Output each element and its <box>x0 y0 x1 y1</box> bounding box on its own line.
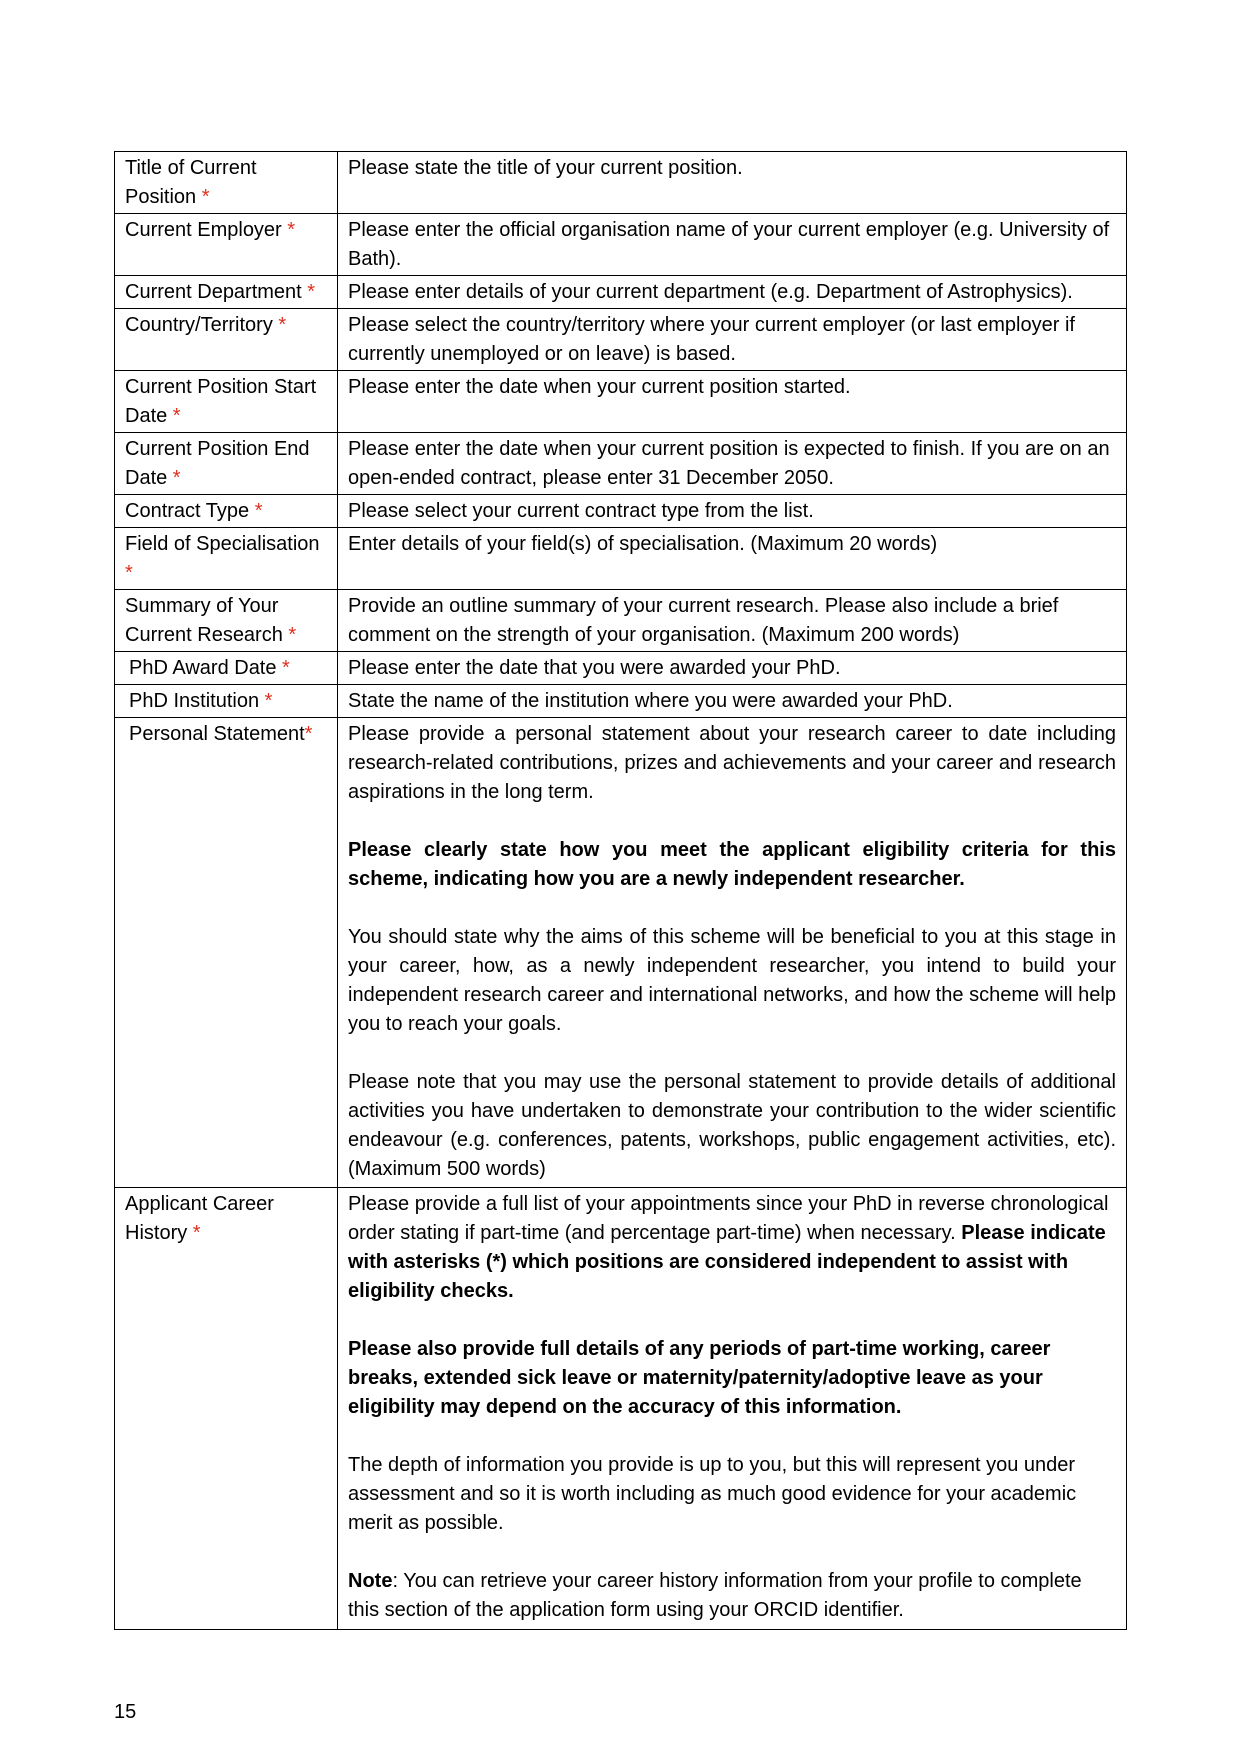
required-marker: * <box>187 1222 201 1244</box>
note-label: Note <box>348 1570 393 1592</box>
field-label: PhD Institution * <box>115 685 338 718</box>
description-paragraph: You should state why the aims of this scheme will be beneficial to you at this stage in your career, how, as a newly independent researcher, you intend to build your independent research career and international networks, and how the scheme will help you to reach your goals. <box>348 926 1116 1035</box>
field-description <box>338 1188 1127 1630</box>
field-label: Current Position End Date * <box>115 433 338 495</box>
required-marker: * <box>272 314 287 336</box>
table-row <box>115 718 1127 1188</box>
field-label: Current Department * <box>115 276 338 309</box>
description-paragraph: The depth of information you provide is up to you, but this will represent you under assessment and so it is worth including as much good evidence for your academic merit as possible. <box>348 1454 1077 1534</box>
field-label: Title of Current Position * <box>115 152 338 214</box>
field-description: Enter details of your field(s) of specialisation. (Maximum 20 words) <box>338 528 1127 590</box>
required-marker: * <box>304 723 313 745</box>
field-description: Please enter details of your current department (e.g. Department of Astrophysics). <box>338 276 1127 309</box>
required-marker: * <box>196 186 210 208</box>
field-description: Please state the title of your current position. <box>338 152 1127 214</box>
field-label: Applicant Career History * <box>115 1188 338 1630</box>
field-label: Personal Statement* <box>115 718 338 1188</box>
table-row <box>115 1188 1127 1630</box>
field-label: PhD Award Date * <box>115 652 338 685</box>
asterisk-instruction: Please indicate with asterisks (*) which positions are considered independent to assist with eligibility checks. <box>348 1222 1106 1302</box>
required-marker: * <box>249 500 263 522</box>
application-form-table <box>114 151 1127 1630</box>
field-description: Please enter the date when your current position is expected to finish. If you are on an open-ended contract, please enter 31 December 2050. <box>338 433 1127 495</box>
page-number: 15 <box>114 1701 137 1723</box>
field-description: Please select your current contract type from the list. <box>338 495 1127 528</box>
table-row <box>115 590 1127 652</box>
field-description: State the name of the institution where you were awarded your PhD. <box>338 685 1127 718</box>
eligibility-paragraph: Please clearly state how you meet the applicant eligibility criteria for this scheme, indicating how you are a newly independent researcher. <box>348 839 1116 890</box>
required-marker: * <box>167 405 181 427</box>
table-row <box>115 152 1127 214</box>
field-description: Please enter the official organisation name of your current employer (e.g. University of Bath). <box>338 214 1127 276</box>
field-label: Summary of Your Current Research * <box>115 590 338 652</box>
note-paragraph: Note: You can retrieve your career history information from your profile to complete this section of the application form using your ORCID identifier. <box>348 1570 1082 1621</box>
field-description: Please enter the date that you were awarded your PhD. <box>338 652 1127 685</box>
field-description: Please enter the date when your current position started. <box>338 371 1127 433</box>
field-label: Field of Specialisation * <box>115 528 338 590</box>
required-marker: * <box>125 562 133 584</box>
required-marker: * <box>259 690 273 712</box>
required-marker: * <box>282 624 297 646</box>
description-paragraph: Please provide a full list of your appointments since your PhD in reverse chronological order stating if part-time (and percentage part-time) when necessary. Please indicate with asterisks (*) which positions are considered independent to assist with eligibility checks. <box>348 1193 1109 1302</box>
description-paragraph: Please provide a personal statement about your research career to date including research-related contributions, prizes and achievements and your career and research aspirations in the long term. <box>348 723 1116 803</box>
table-row <box>115 652 1127 685</box>
required-marker: * <box>281 219 296 241</box>
description-paragraph: Please note that you may use the personal statement to provide details of additional activities you have undertaken to demonstrate your contribution to the wider scientific endeavour (e.g. conferences, patents, workshops, public engagement activities, etc). (Maximum 500 words) <box>348 1071 1116 1180</box>
field-description: Provide an outline summary of your current research. Please also include a brief comment on the strength of your organisation. (Maximum 200 words) <box>338 590 1127 652</box>
required-marker: * <box>167 467 181 489</box>
table-row <box>115 495 1127 528</box>
table-row <box>115 309 1127 371</box>
field-label: Current Employer * <box>115 214 338 276</box>
eligibility-paragraph: Please also provide full details of any periods of part-time working, career breaks, extended sick leave or maternity/paternity/adoptive leave as your eligibility may depend on the accuracy of this information. <box>348 1338 1051 1418</box>
table-row <box>115 433 1127 495</box>
required-marker: * <box>301 281 316 303</box>
required-marker: * <box>276 657 290 679</box>
table-row <box>115 528 1127 590</box>
table-row <box>115 371 1127 433</box>
field-description <box>338 718 1127 1188</box>
table-row <box>115 685 1127 718</box>
field-label: Current Position Start Date * <box>115 371 338 433</box>
field-label: Contract Type * <box>115 495 338 528</box>
table-row <box>115 276 1127 309</box>
field-label: Country/Territory * <box>115 309 338 371</box>
field-description: Please select the country/territory where your current employer (or last employer if currently unemployed or on leave) is based. <box>338 309 1127 371</box>
table-row <box>115 214 1127 276</box>
